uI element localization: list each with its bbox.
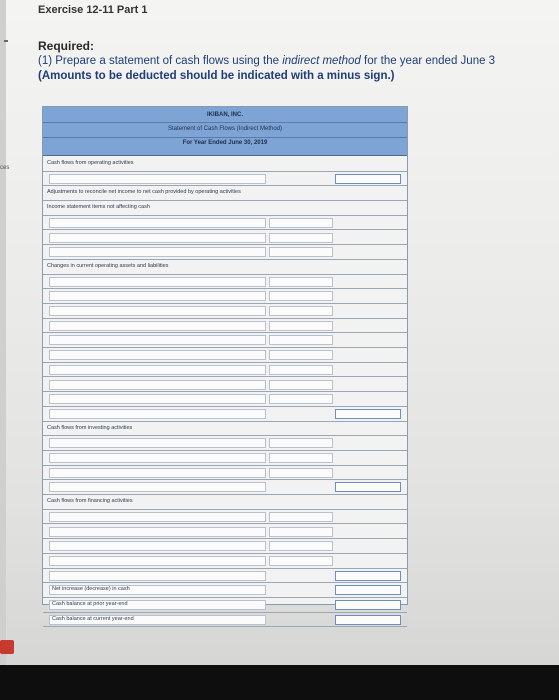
line-description-input[interactable] [49,291,266,301]
line-description-input[interactable] [49,438,266,448]
section-label-row [43,494,407,510]
section-label-row [43,156,407,172]
line-description-input[interactable] [49,409,266,419]
statement-line [43,435,407,451]
statement-line [43,406,407,422]
amount-input[interactable] [269,335,333,345]
statement-line [43,524,407,540]
amount-input[interactable] [269,512,333,522]
exercise-title: Exercise 12-11 Part 1 [38,4,148,16]
amount-input[interactable] [269,365,333,375]
statement-line [43,171,407,187]
statement-line [43,465,407,481]
line-description-input[interactable] [49,527,266,537]
statement-line [43,450,407,466]
line-description-input[interactable] [49,233,266,243]
line-label: Net increase (decrease) in cash [52,586,130,593]
cash-flow-statement-form [42,106,408,622]
line-description-input[interactable] [49,394,266,404]
statement-line [43,479,407,495]
amount-input[interactable] [269,394,333,404]
line-description-input[interactable] [49,247,266,257]
amount-input[interactable] [269,380,333,390]
statement-line [43,332,407,348]
line-description-input[interactable] [49,556,266,566]
collapse-marker [4,40,8,42]
total-input[interactable] [335,615,401,625]
statement-line [43,568,407,584]
line-description-input[interactable] [49,174,266,184]
statement-line [43,597,407,613]
statement-line [43,288,407,304]
line-description-input[interactable] [49,321,266,331]
total-input[interactable] [335,482,401,492]
section-label: Cash flows from operating activities [47,160,134,166]
section-label-row [43,200,407,216]
total-input[interactable] [335,174,401,184]
amount-input[interactable] [269,438,333,448]
total-input[interactable] [335,571,401,581]
line-label: Cash balance at prior year-end [52,601,128,607]
statement-line [43,244,407,260]
section-label-row [43,259,407,275]
company-name: IKIBAN, INC. [207,112,243,118]
statement-header [43,107,407,156]
statement-line [43,509,407,525]
instruction-text [38,55,495,67]
statement-period: For Year Ended June 30, 2019 [182,140,268,146]
statement-line [43,230,407,246]
amount-input[interactable] [269,468,333,478]
instruction-note: (Amounts to be deducted should be indicated with a minus sign.) [38,70,395,82]
line-description-input[interactable] [49,218,266,228]
line-description-input[interactable] [49,600,266,610]
amount-input[interactable] [269,453,333,463]
instruction-prefix: (1) Prepare a statement of cash flows using the [38,55,283,67]
line-description-input[interactable] [49,468,266,478]
amount-input[interactable] [269,541,333,551]
amount-input[interactable] [269,350,333,360]
statement-line [43,612,407,628]
line-label: Cash balance at current year-end [52,615,134,622]
total-input[interactable] [335,409,401,419]
amount-input[interactable] [269,321,333,331]
total-input[interactable] [335,600,401,610]
statement-line [43,303,407,319]
amount-input[interactable] [269,556,333,566]
section-label: Changes in current operating assets and liabilities [47,262,169,269]
instruction-suffix: for the year ended June 3 [360,55,496,67]
statement-line [43,377,407,393]
section-label: Cash flows from investing activities [47,424,133,431]
statement-line [43,553,407,569]
line-description-input[interactable] [49,380,266,390]
line-description-input[interactable] [49,350,266,360]
statement-line [43,582,407,598]
amount-input[interactable] [269,291,333,301]
amount-input[interactable] [269,306,333,316]
statement-line [43,318,407,334]
header-divider [43,137,407,138]
line-description-input[interactable] [49,541,266,551]
left-edge [0,0,6,665]
line-description-input[interactable] [49,571,266,581]
statement-line [43,538,407,554]
statement-line [43,347,407,363]
line-description-input[interactable] [49,277,266,287]
line-description-input[interactable] [49,585,266,595]
section-label-row [43,421,407,437]
amount-input[interactable] [269,277,333,287]
statement-line [43,391,407,407]
line-description-input[interactable] [49,306,266,316]
line-description-input[interactable] [49,365,266,375]
required-heading: Required: [38,39,95,53]
amount-input[interactable] [269,233,333,243]
statement-line [43,362,407,378]
line-description-input[interactable] [49,482,266,492]
statement-line [43,215,407,231]
section-label: Income statement items not affecting cash [47,204,150,211]
line-description-input[interactable] [49,335,266,345]
section-label: Cash flows from financing activities [47,498,133,505]
amount-input[interactable] [269,527,333,537]
instruction-method: indirect method [282,55,361,67]
header-divider [43,122,407,123]
section-label-row [43,185,407,201]
total-input[interactable] [335,585,401,595]
line-description-input[interactable] [49,615,266,625]
app-badge-icon [0,640,14,654]
left-tab-label[interactable]: ces [0,165,10,171]
line-description-input[interactable] [49,453,266,463]
line-description-input[interactable] [49,512,266,522]
amount-input[interactable] [269,218,333,228]
statement-line [43,274,407,290]
section-label: Adjustments to reconcile net income to net cash provided by operating activities [47,189,241,196]
statement-title: Statement of Cash Flows (Indirect Method) [167,126,283,132]
amount-input[interactable] [269,247,333,257]
bottom-bar [0,665,559,700]
